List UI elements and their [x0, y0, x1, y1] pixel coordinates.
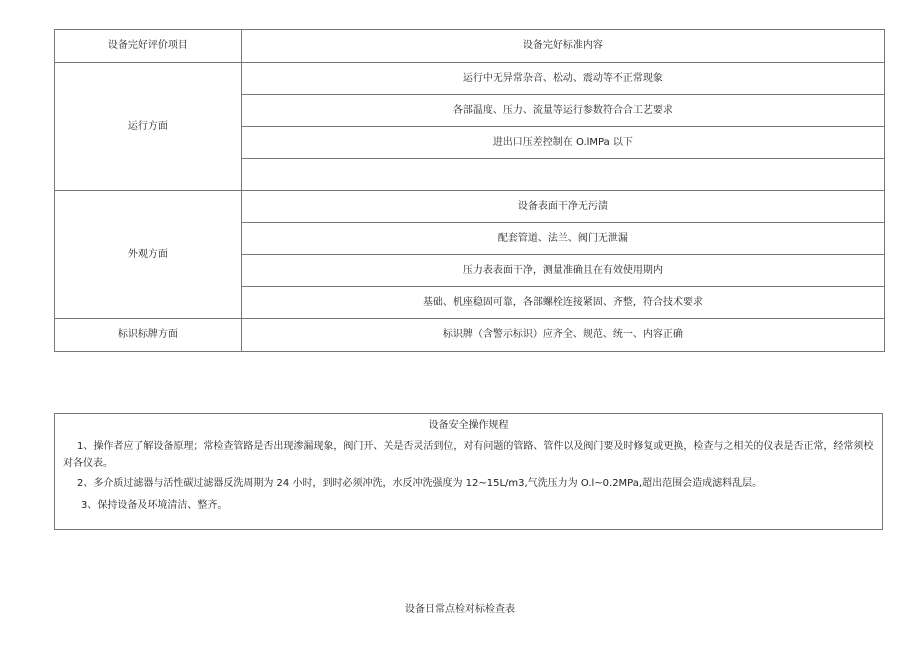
standard-cell: 设备表面干净无污渍	[241, 191, 884, 223]
procedure-item-2: 2、多介质过滤器与活性碳过滤器反洗周期为 24 小时，到时必须冲洗，水反冲洗强度为 12~15L/m3,气洗压力为 O.l~0.2MPa,超出范围会造成滤料乱层。	[77, 478, 763, 489]
table-row	[55, 191, 885, 223]
equipment-standards-table	[54, 29, 885, 352]
category-appearance: 外观方面	[55, 191, 242, 319]
standard-cell-empty	[241, 159, 884, 191]
header-standard-content: 设备完好标准内容	[241, 30, 884, 63]
table-row	[55, 319, 885, 352]
safety-procedure-box	[54, 413, 883, 530]
table-row	[55, 63, 885, 95]
category-signage: 标识标牌方面	[55, 319, 242, 352]
category-operation: 运行方面	[55, 63, 242, 191]
standard-cell: 基础、机座稳固可靠，各部螺栓连接紧固、齐整，符合技术要求	[241, 287, 884, 319]
standard-cell: 各部温度、压力、流量等运行参数符合合工艺要求	[241, 95, 884, 127]
standard-cell: 配套管道、法兰、阀门无泄漏	[241, 223, 884, 255]
procedure-item-3: 3、保持设备及环境清洁、整齐。	[81, 500, 228, 511]
header-evaluation-item: 设备完好评价项目	[55, 30, 242, 63]
standard-cell: 运行中无异常杂音、松动、震动等不正常现象	[241, 63, 884, 95]
procedure-title: 设备安全操作规程	[428, 420, 509, 431]
table-header-row	[55, 30, 885, 63]
standard-cell: 进出口压差控制在 O.lMPa 以下	[241, 127, 884, 159]
standard-cell: 标识牌（含警示标识）应齐全、规范、统一、内容正确	[241, 319, 884, 352]
checklist-title: 设备日常点检对标检查表	[405, 604, 515, 615]
standard-cell: 压力表表面干净，测量准确且在有效使用期内	[241, 255, 884, 287]
procedure-item-1: 1、操作者应了解设备原理；常检查管路是否出现渗漏现象，阀门开、关是否灵活到位，对有问题的管路、管件以及阀门要及时修复或更换，检查与之相关的仪表是否正常，经常须校对各仪表。	[63, 441, 874, 469]
